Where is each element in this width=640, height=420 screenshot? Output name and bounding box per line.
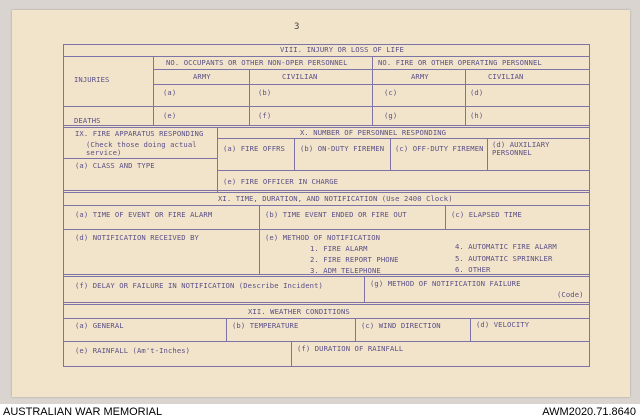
method-label: (e) METHOD OF NOTIFICATION [265,233,381,242]
page-number: 3 [294,22,300,32]
rule [470,318,471,342]
rule [63,341,64,367]
rule [63,341,589,342]
velocity-label: (d) VELOCITY [476,320,530,329]
rule [217,170,589,171]
general-label: (a) GENERAL [75,321,124,330]
method-option: 6. OTHER [455,265,491,274]
check-note: (Check those doing actual service) [86,140,197,157]
time-ended-label: (b) TIME EVENT ENDED OR FIRE OUT [265,210,407,219]
rule [259,205,260,275]
method-failure-label: (g) METHOD OF NOTIFICATION FAILURE [370,279,521,288]
rule [390,138,391,170]
method-option: 2. FIRE REPORT PHONE [310,255,399,264]
institution-label: AUSTRALIAN WAR MEMORIAL [3,406,163,418]
rule [589,341,590,367]
rule [589,44,590,348]
deaths-label: DEATHS [74,116,101,125]
rule [291,341,292,367]
rule [226,318,227,342]
fire-officer-label: (e) FIRE OFFICER IN CHARGE [223,177,339,186]
rule [364,276,365,303]
rule [487,138,488,170]
rule [63,229,589,230]
wind-direction-label: (c) WIND DIRECTION [361,321,441,330]
rule [63,205,589,206]
rainfall-duration-label: (f) DURATION OF RAINFALL [297,344,404,353]
double-rule [63,190,589,193]
field-b-label: (b) [258,88,272,97]
field-h-label: (h) [470,111,484,120]
fire-personnel-header: NO. FIRE OR OTHER OPERATING PERSONNEL [378,58,542,67]
army-label-2: ARMY [411,72,429,81]
accession-number: AWM2020.71.8640 [542,406,636,418]
rule [372,56,373,126]
rule [63,158,217,159]
class-type-label: (a) CLASS AND TYPE [75,161,155,170]
rule [249,69,250,126]
rule [445,205,446,229]
rainfall-label: (e) RAINFALL (Am't-Inches) [75,346,191,355]
temperature-label: (b) TEMPERATURE [232,321,299,330]
civilian-label: CIVILIAN [282,72,318,81]
field-e-label: (e) [163,111,177,120]
footer-bar [0,404,640,420]
rule [153,56,154,126]
rule [217,138,589,139]
double-rule [63,302,589,305]
fire-offrs-label: (a) FIRE OFFRS [223,144,285,153]
method-option: 4. AUTOMATIC FIRE ALARM [455,242,557,251]
section-ix-title: IX. FIRE APPARATUS RESPONDING [75,129,204,138]
method-option: 3. ADM TELEPHONE [310,266,381,275]
section-xii-title: XII. WEATHER CONDITIONS [248,307,350,316]
method-option: 5. AUTOMATIC SPRINKLER [455,254,553,263]
method-option: 1. FIRE ALARM [310,244,368,253]
field-d-label: (d) [470,88,484,97]
rule [294,138,295,170]
delay-label: (f) DELAY OR FAILURE IN NOTIFICATION (Describe Incident) [75,281,323,290]
off-duty-label: (c) OFF-DUTY FIREMEN [395,144,484,153]
section-x-title: X. NUMBER OF PERSONNEL RESPONDING [300,128,447,137]
elapsed-time-label: (c) ELAPSED TIME [451,210,522,219]
rule [63,106,589,107]
injuries-label: INJURIES [74,75,110,84]
section-viii-title: VIII. INJURY OR LOSS OF LIFE [280,45,404,54]
army-label: ARMY [193,72,211,81]
rule [63,318,589,319]
rule [153,84,589,85]
rule [465,69,466,126]
received-by-label: (d) NOTIFICATION RECEIVED BY [75,233,199,242]
on-duty-label: (b) ON-DUTY FIREMEN [300,144,385,153]
field-f-label: (f) [258,111,272,120]
rule [63,56,589,57]
rule [355,318,356,342]
auxiliary-label: (d) AUXILIARY PERSONNEL [492,140,550,157]
section-xi-title: XI. TIME, DURATION, AND NOTIFICATION (Use 2400 Clock) [218,194,453,203]
time-event-label: (a) TIME OF EVENT OR FIRE ALARM [75,210,213,219]
field-g-label: (g) [384,111,398,120]
code-label: (Code) [557,290,584,299]
civilian-label-2: CIVILIAN [488,72,524,81]
rule [217,128,218,192]
rule [153,69,589,70]
rule [63,366,589,367]
occupants-header: NO. OCCUPANTS OR OTHER NON-OPER PERSONNEL [166,58,348,67]
field-c-label: (c) [384,88,398,97]
field-a-label: (a) [163,88,177,97]
